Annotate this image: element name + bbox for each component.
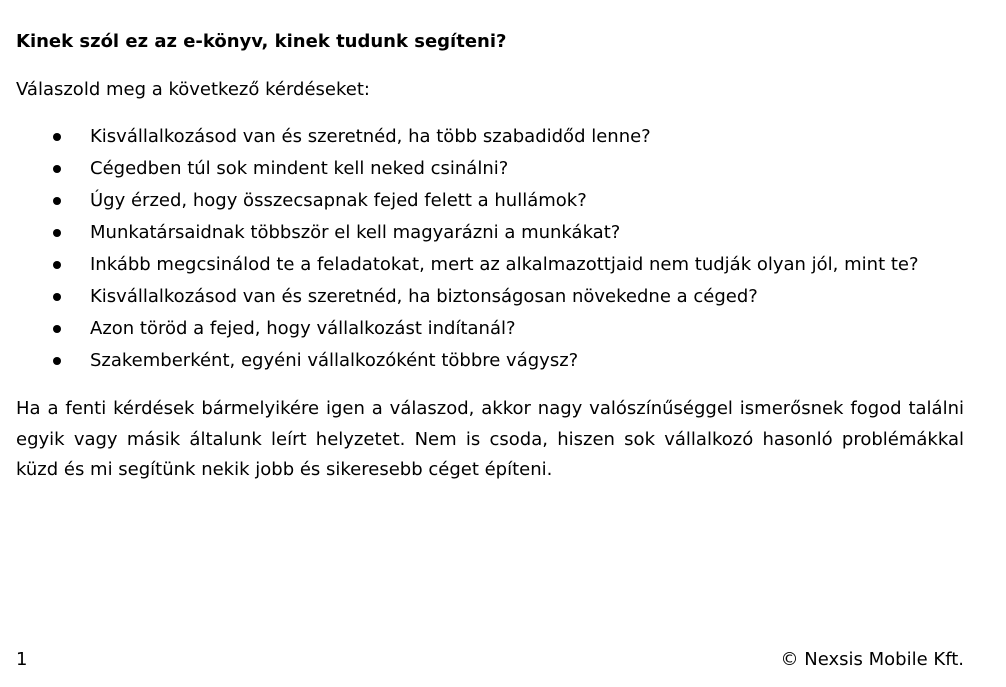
page-number: 1 bbox=[16, 649, 28, 670]
bullet-icon bbox=[53, 293, 61, 301]
question-text: Munkatársaidnak többször el kell magyarázni a munkákat? bbox=[90, 222, 621, 243]
document-title: Kinek szól ez az e-könyv, kinek tudunk segíteni? bbox=[16, 31, 507, 52]
body-paragraph: Ha a fenti kérdések bármelyikére igen a válaszod, akkor nagy valószínűséggel ismerősnek fogod találni egyik vagy másik általunk leírt helyzetet. Nem is csoda, hiszen sok vállalkozó hasonló problémákkal küzd és mi segítünk nekik jobb és sikeresebb céget építeni. bbox=[16, 398, 964, 480]
copyright-notice: © Nexsis Mobile Kft. bbox=[780, 649, 964, 670]
question-text: Cégedben túl sok mindent kell neked csinálni? bbox=[90, 158, 509, 179]
bullet-icon bbox=[53, 197, 61, 205]
question-text: Kisvállalkozásod van és szeretnéd, ha több szabadidőd lenne? bbox=[90, 126, 651, 147]
bullet-icon bbox=[53, 165, 61, 173]
question-text: Inkább megcsinálod te a feladatokat, mert az alkalmazottjaid nem tudják olyan jól, mint te? bbox=[90, 254, 919, 275]
intro-text: Válaszold meg a következő kérdéseket: bbox=[16, 79, 370, 100]
bullet-icon bbox=[53, 229, 61, 237]
question-text: Úgy érzed, hogy összecsapnak fejed felett a hullámok? bbox=[90, 190, 587, 211]
question-text: Azon töröd a fejed, hogy vállalkozást indítanál? bbox=[90, 318, 516, 339]
bullet-icon bbox=[53, 357, 61, 365]
question-text: Szakemberként, egyéni vállalkozóként többre vágysz? bbox=[90, 350, 579, 371]
bullet-icon bbox=[53, 325, 61, 333]
bullet-icon bbox=[53, 261, 61, 269]
question-text: Kisvállalkozásod van és szeretnéd, ha biztonságosan növekedne a céged? bbox=[90, 286, 758, 307]
bullet-icon bbox=[53, 133, 61, 141]
